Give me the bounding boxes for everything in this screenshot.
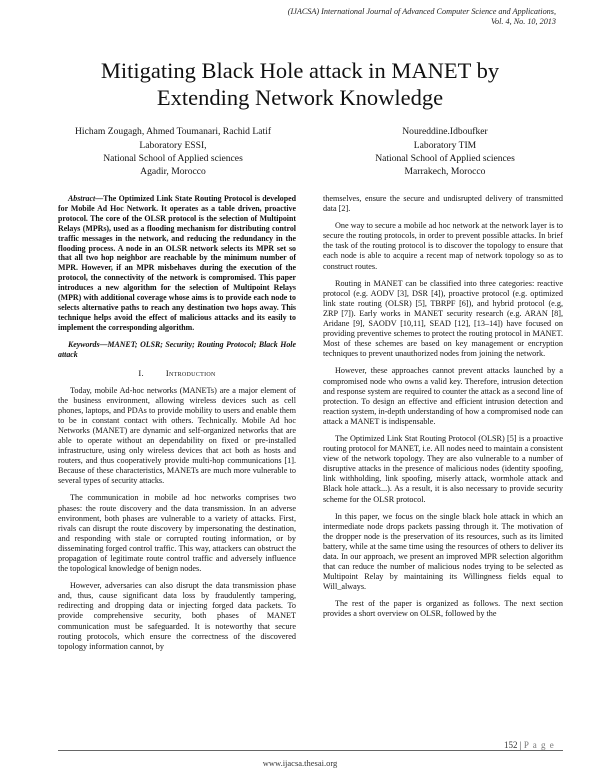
section-number: I. bbox=[138, 367, 144, 378]
footer-url: www.ijacsa.thesai.org bbox=[262, 758, 338, 768]
author-block-left bbox=[58, 125, 288, 178]
paragraph: The communication in mobile ad hoc networks comprises two phases: the route discovery and the data transmission. In an adverse environment, both phases are vulnerable to a variety of attacks. First, rivals can disrupt the route discovery by impersonating the destination, and responding with stale or corrupted routing information, or by disseminating forged control traffic. This way, attackers can obstruct the propagation of legitimate route control traffic and adversely influence the topological knowledge of benign nodes. bbox=[58, 493, 296, 574]
page-label: P a g e bbox=[523, 740, 555, 750]
paragraph: Routing in MANET can be classified into three categories: reactive protocol (e.g. AODV [3], DSR [4]), proactive protocol (e.g. optimized link state routing (OLSR) [5], TBRPF [6]), and hybrid protocol (e.g, ZRP [7]). Early works in MANET security research (e.g. ARAN [8], Aridane [9], SAODV [10,11], SEAD [12], [13–14]) have focused on providing preventive schemes to protect the routing protocol in MANET. Most of these schemes are based on key management or encryption techniques to prevent unauthorized nodes from joining the network. bbox=[323, 278, 563, 359]
page-number-value: 152 bbox=[504, 740, 518, 750]
author-block-right bbox=[330, 125, 560, 178]
author-lab-right: Laboratory TIM bbox=[413, 140, 477, 151]
journal-line-2: Vol. 4, No. 10, 2013 bbox=[490, 17, 556, 26]
keywords: Keywords—MANET; OLSR; Security; Routing Protocol; Black Hole attack bbox=[58, 339, 296, 359]
abstract bbox=[58, 194, 296, 333]
journal-header bbox=[196, 7, 556, 27]
section-heading bbox=[58, 368, 296, 378]
paragraph: In this paper, we focus on the single black hole attack in which an intermediate node drops packets passing through it. The motivation of the dropper node is the preservation of its resources, such as its limited battery, while at the same time using the resources of others to deliver its data. In our approach, we present an improved MPR selection algorithm that can reduce the number of malicious nodes trying to be selected as Multipoint Relay by maintaining its Willingness fields equal to Will_always. bbox=[323, 511, 563, 592]
footer-divider bbox=[58, 750, 563, 751]
abstract-lead: Abstract bbox=[68, 194, 96, 203]
author-names-left: Hicham Zougagh, Ahmed Toumanari, Rachid Latif bbox=[74, 126, 272, 137]
title-line-2: Extending Network Knowledge bbox=[156, 85, 444, 110]
section-title: Introduction bbox=[165, 367, 216, 378]
author-names-right: Noureddine.Idboufker bbox=[402, 126, 488, 137]
paragraph: The Optimized Link Stat Routing Protocol (OLSR) [5] is a proactive routing protocol for MANET, i.e. All nodes need to maintain a consistent view of the network topology. They are also vulnerable to a number of disruptive attacks in the presence of malicious nodes (identity spoofing, link withholding, link spoofing, miserly attack, wormhole attack and Black hole attack...). As a result, it is also necessary to provide security scheme for the OLSR protocol. bbox=[323, 433, 563, 504]
author-lab-left: Laboratory ESSI, bbox=[139, 140, 207, 151]
left-column bbox=[58, 194, 296, 659]
author-school-left: National School of Applied sciences bbox=[103, 153, 243, 164]
paragraph: themselves, ensure the secure and undisrupted delivery of transmitted data [2]. bbox=[323, 194, 563, 214]
paragraph: However, adversaries can also disrupt the data transmission phase and, thus, cause significant data loss by fraudulently tampering, redirecting and dropping data or injecting forged data packets. To provide comprehensive security, both phases of MANET communication must be safeguarded. It is noteworthy that secure routing protocols, which ensure the correctness of the discovered topology information cannot, by bbox=[58, 581, 296, 651]
paragraph: However, these approaches cannot prevent attacks launched by a compromised node who owns a valid key. Therefore, intrusion detection and response system are required to counter the attack as a second line of protection. To design an effective and efficient intrusion detection and reaction system, in-depth understanding of how a compromised node can attack a MANET is indispensable. bbox=[323, 366, 563, 426]
author-school-right: National School of Applied sciences bbox=[375, 153, 515, 164]
author-city-right: Marrakech, Morocco bbox=[404, 166, 486, 177]
paragraph: The rest of the paper is organized as follows. The next section provides a short overview on OLSR, followed by the bbox=[323, 599, 563, 619]
title-line-1: Mitigating Black Hole attack in MANET by bbox=[100, 58, 500, 83]
abstract-text: —The Optimized Link State Routing Protocol is developed for Mobile Ad Hoc Network. It operates as a table driven, proactive protocol. The core of the OLSR protocol is the selection of Multipoint Relays (MPRs), used as a flooding mechanism for distributing control traffic messages in the network, and reducing the redundancy in the flooding process. A node in an OLSR network selects its MPR set so that all two hop neighbor are reachable by the minimum number of MPR. However, if an MPR misbehaves during the execution of the protocol, the connectivity of the network is compromised. This paper introduces a new algorithm for the selection of Multipoint Relays (MPR) with additional coverage whose aims is to provide each node to selects alternative paths to reach any destination two hops away. This technique helps avoid the effect of malicious attacks and its easily to implement the corresponding algorithm. bbox=[58, 194, 296, 332]
paper-title bbox=[40, 57, 560, 111]
page-number: 152 | P a g e bbox=[504, 740, 555, 750]
author-city-left: Agadir, Morocco bbox=[140, 166, 206, 177]
paragraph: One way to secure a mobile ad hoc network at the network layer is to secure the routing protocols, in order to prevent possible attacks. In brief the task of the routing protocol is to discover the topology to ensure that each node is able to acquire a recent map of network topology so as to construct routes. bbox=[323, 221, 563, 271]
right-column bbox=[323, 194, 563, 627]
paragraph: Today, mobile Ad-hoc networks (MANETs) are a major element of the business environment, allowing wireless devices such as cell phones, laptops, and PDAs to provide mobility to users and enable them to be in constant contact with others. Technically. Mobile Ad hoc Networks (MANET) are dynamic and self-organized networks that are able to operate without an dependability on fixed or pre-installed infrastructure, using only wireless devices that act both as hosts and routers, and thus cooperatively provide multi-hop communications [1]. Because of these characteristics, MANETs are much more vulnerable to several types of security attacks. bbox=[58, 385, 296, 486]
journal-line-1: (IJACSA) International Journal of Advanced Computer Science and Applications, bbox=[287, 7, 556, 16]
